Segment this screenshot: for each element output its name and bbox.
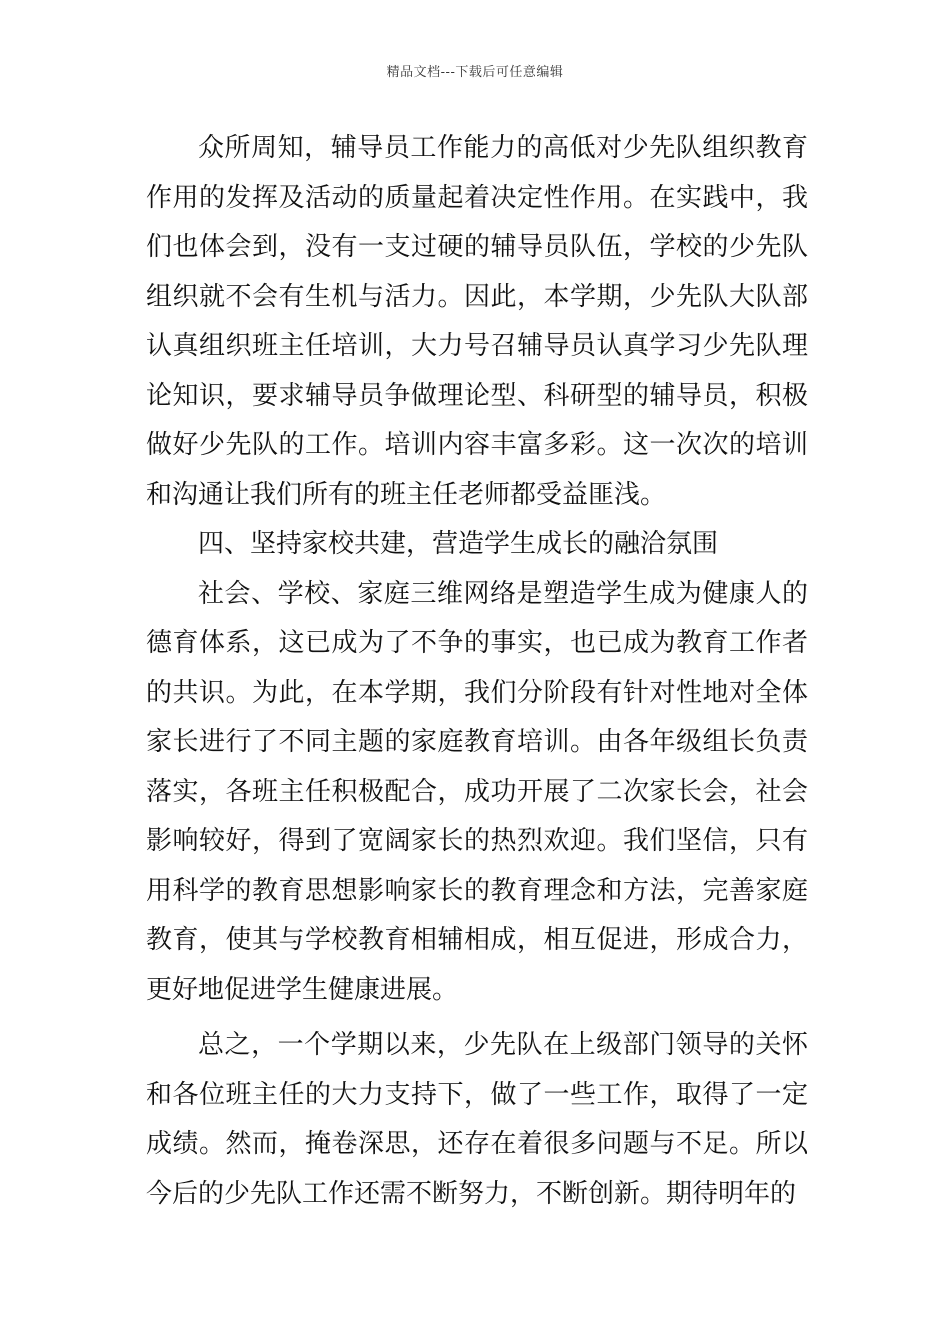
document-body bbox=[146, 124, 808, 1219]
paragraph-home-school-network: 社会、学校、家庭三维网络是塑造学生成为健康人的德育体系，这已成为了不争的事实，也已成为教育工作者的共识。为此，在本学期，我们分阶段有针对性地对全体家长进行了不同主题的家庭教育培训。由各年级组长负责落实，各班主任积极配合，成功开展了二次家长会，社会影响较好，得到了宽阔家长的热烈欢迎。我们坚信，只有用科学的教育思想影响家长的教育理念和方法，完善家庭教育，使其与学校教育相辅相成，相互促进，形成合力，更好地促进学生健康进展。 bbox=[146, 578, 808, 1005]
paragraph-counselor-training: 众所周知，辅导员工作能力的高低对少先队组织教育作用的发挥及活动的质量起着决定性作用。在实践中，我们也体会到，没有一支过硬的辅导员队伍，学校的少先队组织就不会有生机与活力。因此，本学期，少先队大队部认真组织班主任培训，大力号召辅导员认真学习少先队理论知识，要求辅导员争做理论型、科研型的辅导员，积极做好少先队的工作。培训内容丰富多彩。这一次次的培训和沟通让我们所有的班主任老师都受益匪浅。 bbox=[146, 133, 808, 510]
paragraph-summary: 总之，一个学期以来，少先队在上级部门领导的关怀和各位班主任的大力支持下，做了一些工作，取得了一定成绩。然而，掩卷深思，还存在着很多问题与不足。所以今后的少先队工作还需不断努力，不断创新。期待明年的 bbox=[146, 1030, 808, 1209]
section-heading-home-school: 四、坚持家校共建，营造学生成长的融洽氛围 bbox=[198, 529, 719, 559]
page-header: 精品文档---下载后可任意编辑 bbox=[386, 65, 564, 80]
